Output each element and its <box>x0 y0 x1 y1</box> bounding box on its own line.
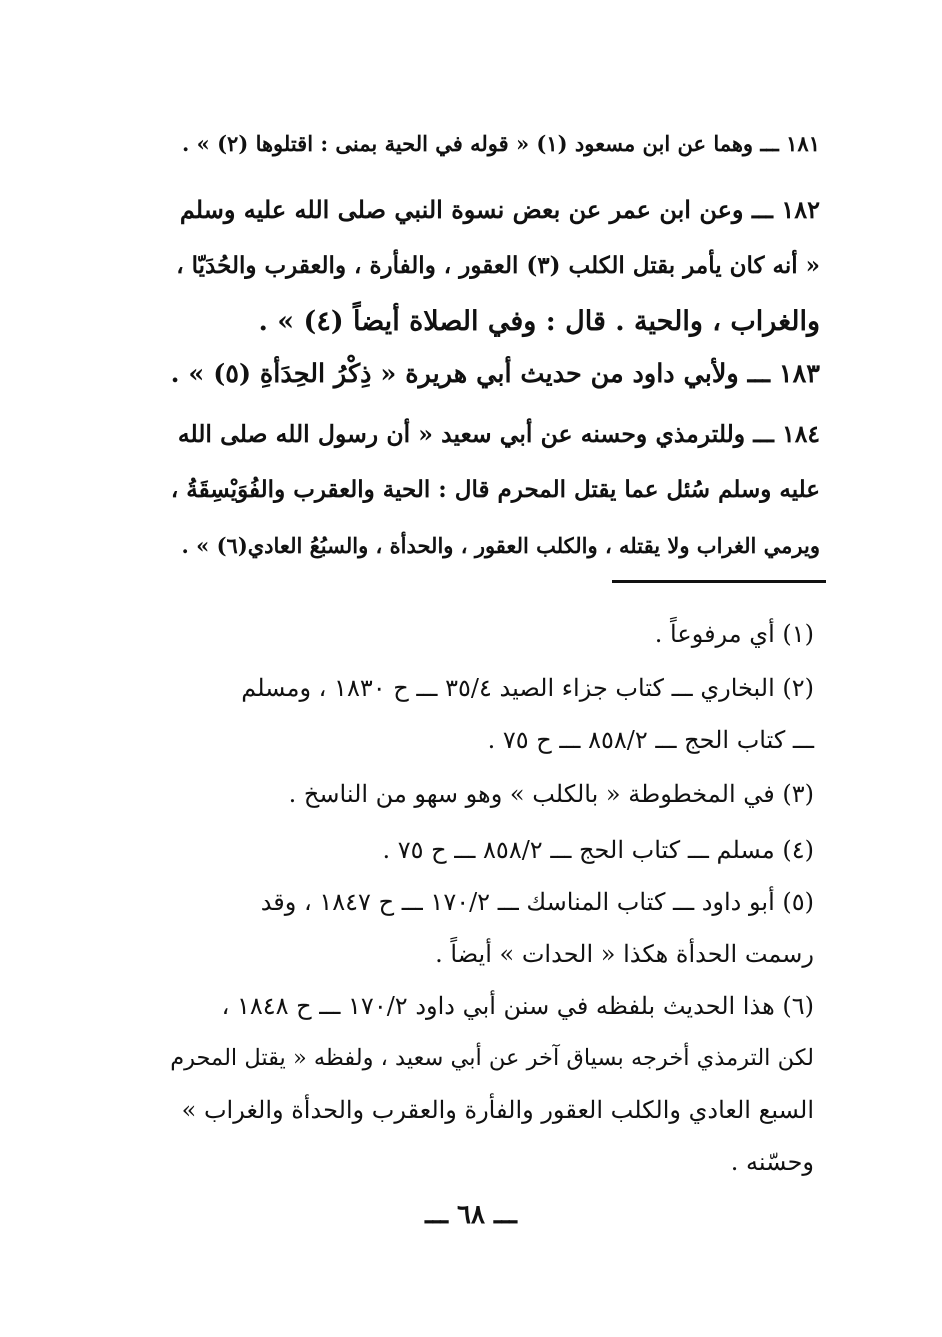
hadith-line: ١٨١ ـــ وهما عن ابن مسعود (١) « قوله في الحية بمنى : اقتلوها (٢) » . <box>182 131 820 156</box>
footnote-line: وحسّنه . <box>730 1148 814 1176</box>
footnote-line: (٢) البخاري ـــ كتاب جزاء الصيد ٣٥/٤ ـــ ح ١٨٣٠ ، ومسلم <box>241 674 814 702</box>
hadith-183 <box>168 346 820 402</box>
hadith-line: عليه وسلم سُئل عما يقتل المحرم قال : الحية والعقرب والفُوَيْسِقَةُ ، <box>170 476 820 503</box>
hadith-line: ١٨٢ ـــ وعن ابن عمر عن بعض نسوة النبي صلى الله عليه وسلم <box>179 195 820 224</box>
hadith-line: والغراب ، والحية . قال : وفي الصلاة أيضاً (٤) » . <box>258 306 820 337</box>
hadith-line: « أنه كان يأمر بقتل الكلب (٣) العقور ، والفأرة ، والعقرب والحُدَيّا ، <box>176 252 820 279</box>
hadith-line: ويرمي الغراب ولا يقتله ، والكلب العقور ، والحدأة ، والسبُعُ العادي(٦) » . <box>181 533 820 558</box>
footnote-line: (٥) أبو داود ـــ كتاب المناسك ـــ ١٧٠/٢ ـــ ح ١٨٤٧ ، وقد <box>260 888 814 916</box>
page-number: ـــ ٦٨ ـــ <box>425 1200 517 1230</box>
footnote-line: ـــ كتاب الحج ـــ ٨٥٨/٢ ـــ ح ٧٥ . <box>487 726 814 754</box>
footnote-line: لكن الترمذي أخرجه بسياق آخر عن أبي سعيد ، ولفظه « يقتل المحرم <box>170 1045 814 1071</box>
hadith-181 <box>168 116 820 172</box>
footnote-5 <box>168 876 814 980</box>
footnote-line: (٤) مسلم ـــ كتاب الحج ـــ ٨٥٨/٢ ـــ ح ٧٥ . <box>382 836 814 864</box>
footnote-line: (٦) هذا الحديث بلفظه في سنن أبي داود ١٧٠/٢ ـــ ح ١٨٤٨ ، <box>221 992 814 1020</box>
hadith-line: ١٨٣ ـــ ولأبي داود من حديث أبي هريرة « ذِكْرُ الحِدَأةِ (٥) » . <box>170 359 820 389</box>
footnote-line: رسمت الحدأة هكذا « الحدات » أيضاً . <box>435 940 814 968</box>
footnote-2 <box>168 662 814 766</box>
footnote-6 <box>168 980 814 1188</box>
footnote-line: (١) أي مرفوعاً . <box>654 620 814 648</box>
hadith-182 <box>168 182 820 350</box>
footnote-4 <box>168 824 814 876</box>
hadith-line: ١٨٤ ـــ وللترمذي وحسنه عن أبي سعيد « أن رسول الله صلى الله <box>177 420 820 448</box>
hadith-184 <box>168 406 820 574</box>
footnote-separator <box>612 580 826 583</box>
footnote-line: (٣) في المخطوطة « بالكلب » وهو سهو من الناسخ . <box>288 780 814 808</box>
footnote-3 <box>168 768 814 820</box>
footnote-line: السبع العادي والكلب العقور والفأرة والعقرب والحدأة والغراب » <box>181 1096 814 1124</box>
footnote-1 <box>168 608 814 660</box>
